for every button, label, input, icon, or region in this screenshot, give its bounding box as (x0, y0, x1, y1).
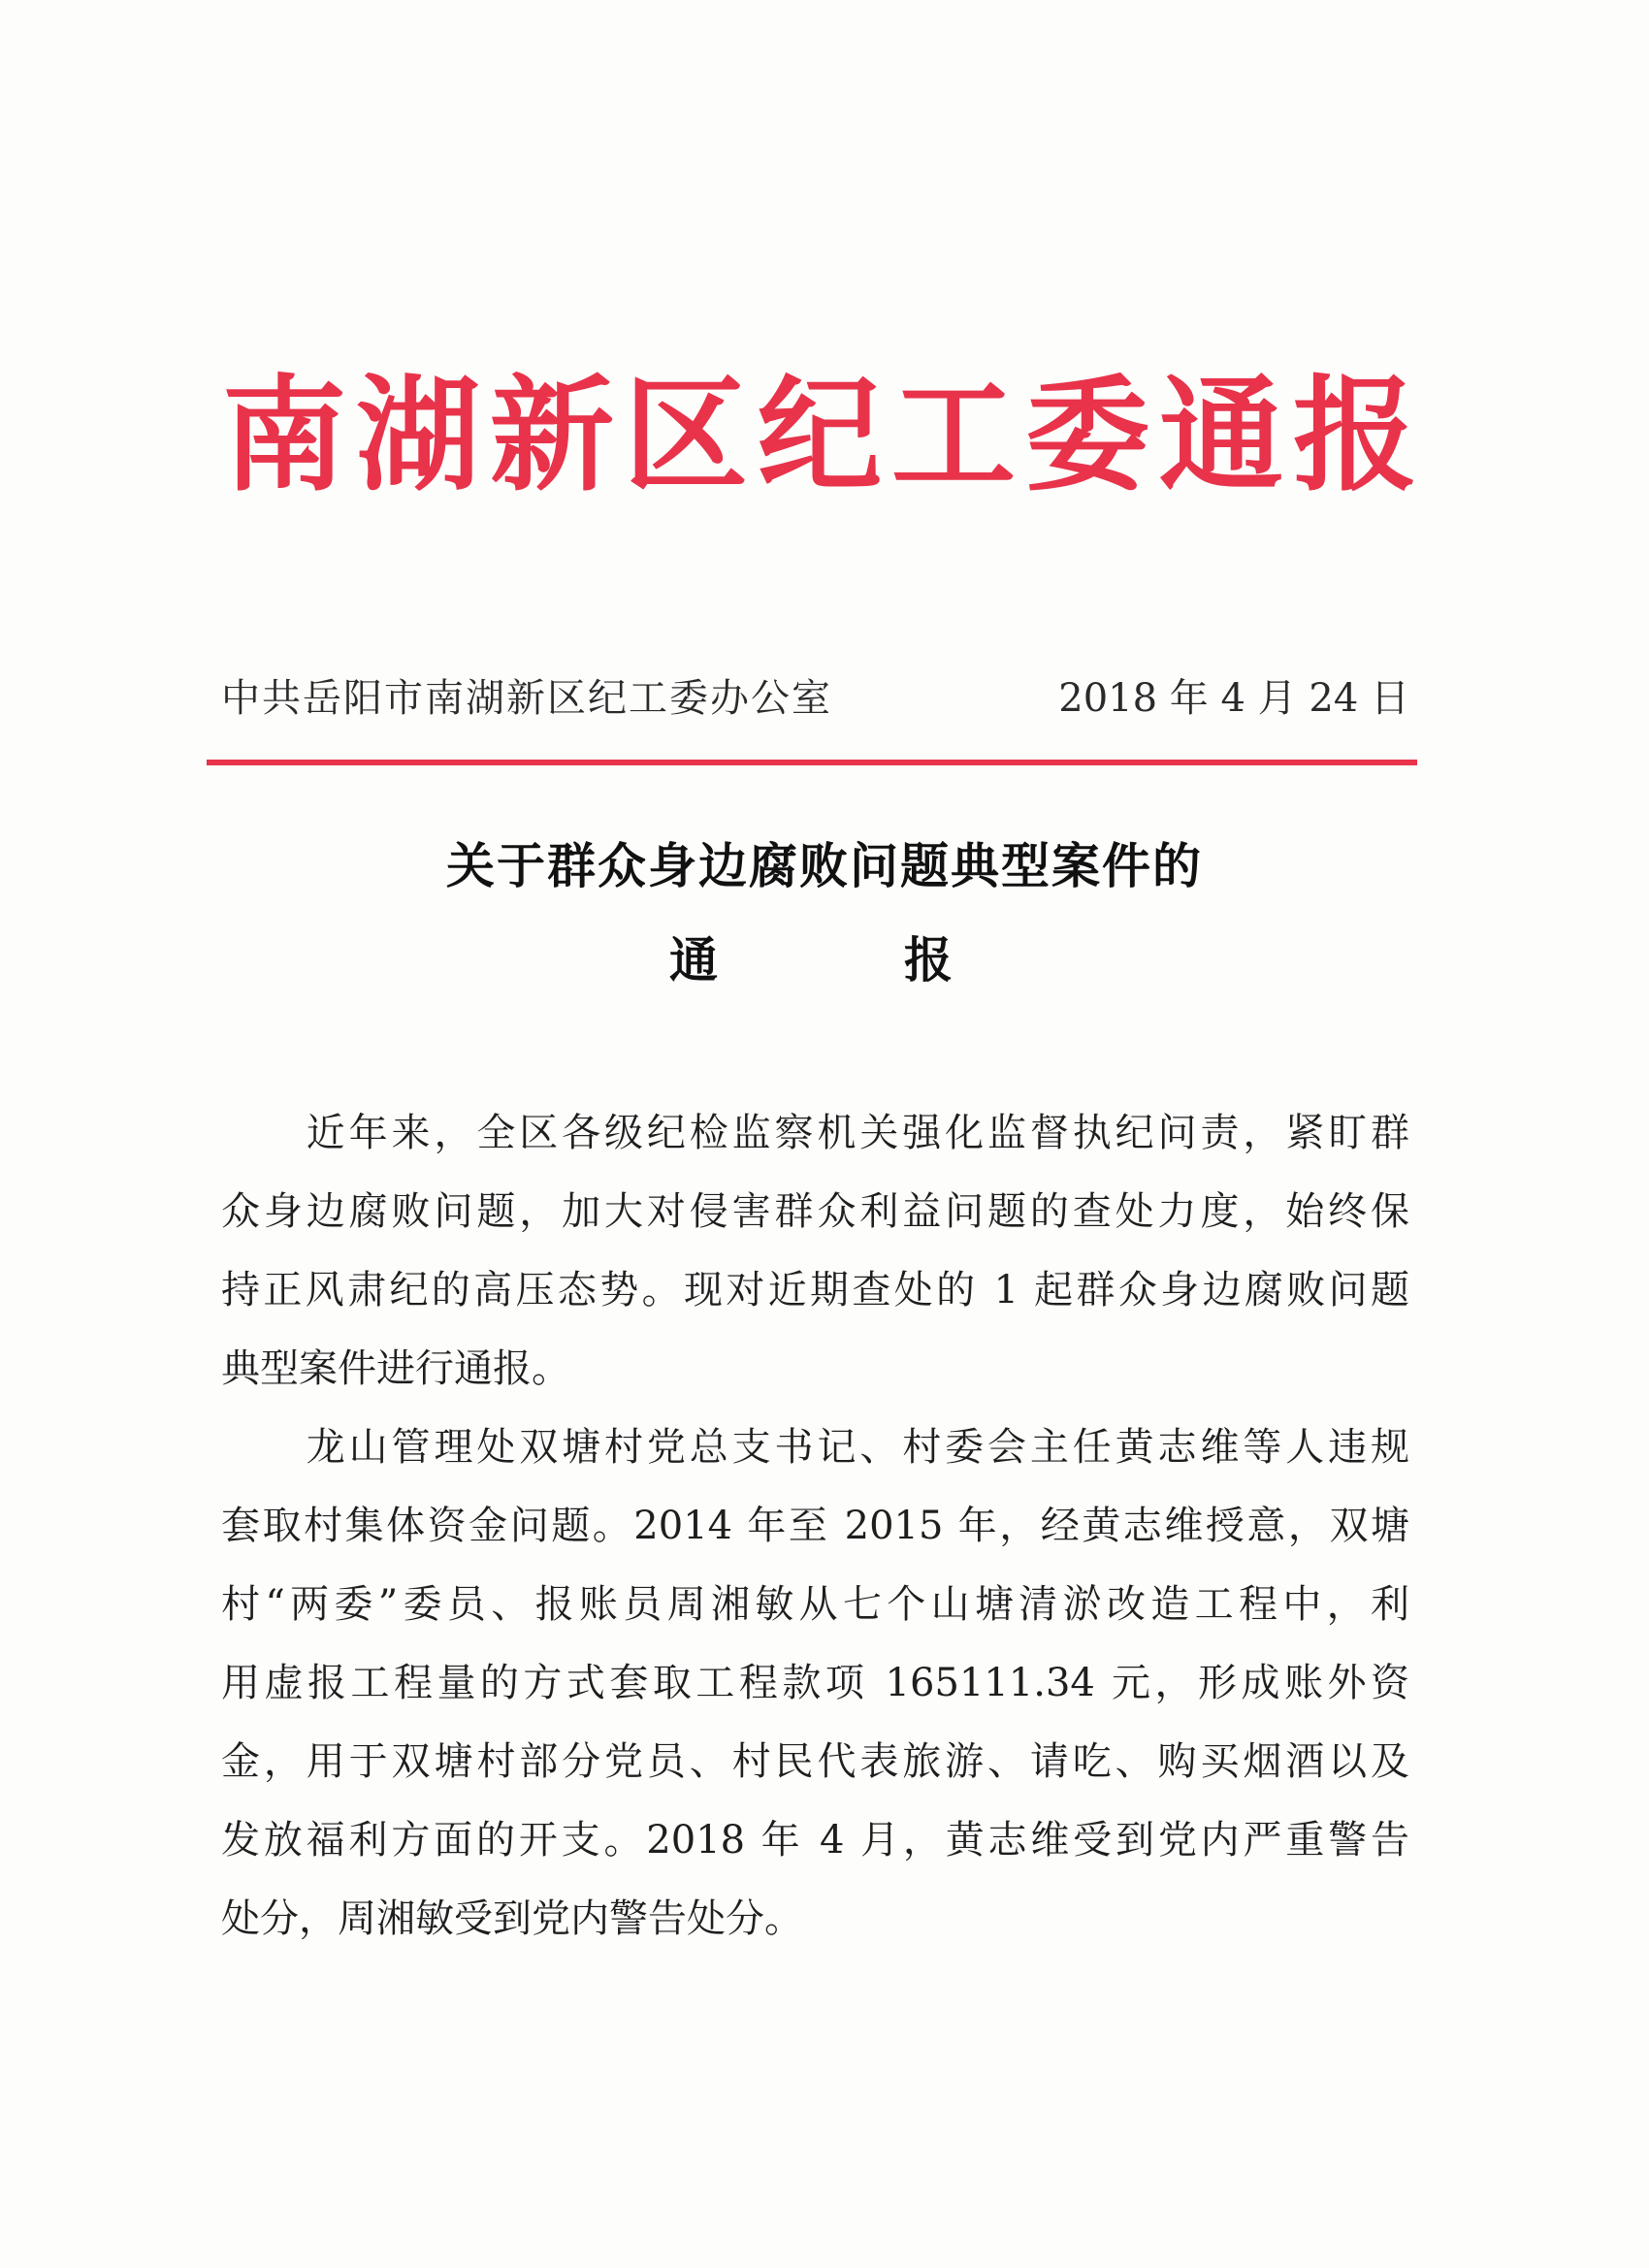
paragraph-line: 处分，周湘敏受到党内警告处分。 (221, 1896, 803, 1941)
paragraph-line: 典型案件进行通报。 (221, 1346, 570, 1391)
red-divider-rule (207, 760, 1417, 765)
paragraph-intro (221, 1094, 1409, 1409)
issue-date: 2018 年 4 月 24 日 (1058, 676, 1409, 721)
issuer-name: 中共岳阳市南湖新区纪工委办公室 (221, 676, 832, 721)
title-char-tong: 通 (669, 931, 718, 988)
paragraph-line: 套取村集体资金问题。2014 年至 2015 年，经黄志维授意，双塘 (221, 1504, 1409, 1548)
paragraph-line: 用虚报工程量的方式套取工程款项 165111.34 元，形成账外资 (221, 1661, 1409, 1705)
issuer-row (221, 669, 1409, 728)
paragraph-line: 近年来，全区各级纪检监察机关强化监督执纪问责，紧盯群 (221, 1111, 1409, 1155)
paragraph-case (221, 1409, 1409, 1959)
masthead-title: 南湖新区纪工委通报 (221, 363, 1427, 508)
paragraph-line: 龙山管理处双塘村党总支书记、村委会主任黄志维等人违规 (221, 1425, 1409, 1470)
paragraph-line: 众身边腐败问题，加大对侵害群众利益问题的查处力度，始终保 (221, 1189, 1409, 1234)
title-char-bao: 报 (904, 931, 953, 988)
document-title-line1: 关于群众身边腐败问题典型案件的 (446, 837, 1203, 894)
paragraph-line: 村“两委”委员、报账员周湘敏从七个山塘清淤改造工程中，利 (221, 1582, 1409, 1627)
paragraph-line: 发放福利方面的开支。2018 年 4 月，黄志维受到党内严重警告 (221, 1818, 1409, 1863)
paragraph-line: 持正风肃纪的高压态势。现对近期查处的 1 起群众身边腐败问题 (221, 1268, 1409, 1312)
paragraph-line: 金，用于双塘村部分党员、村民代表旅游、请吃、购买烟酒以及 (221, 1739, 1409, 1784)
